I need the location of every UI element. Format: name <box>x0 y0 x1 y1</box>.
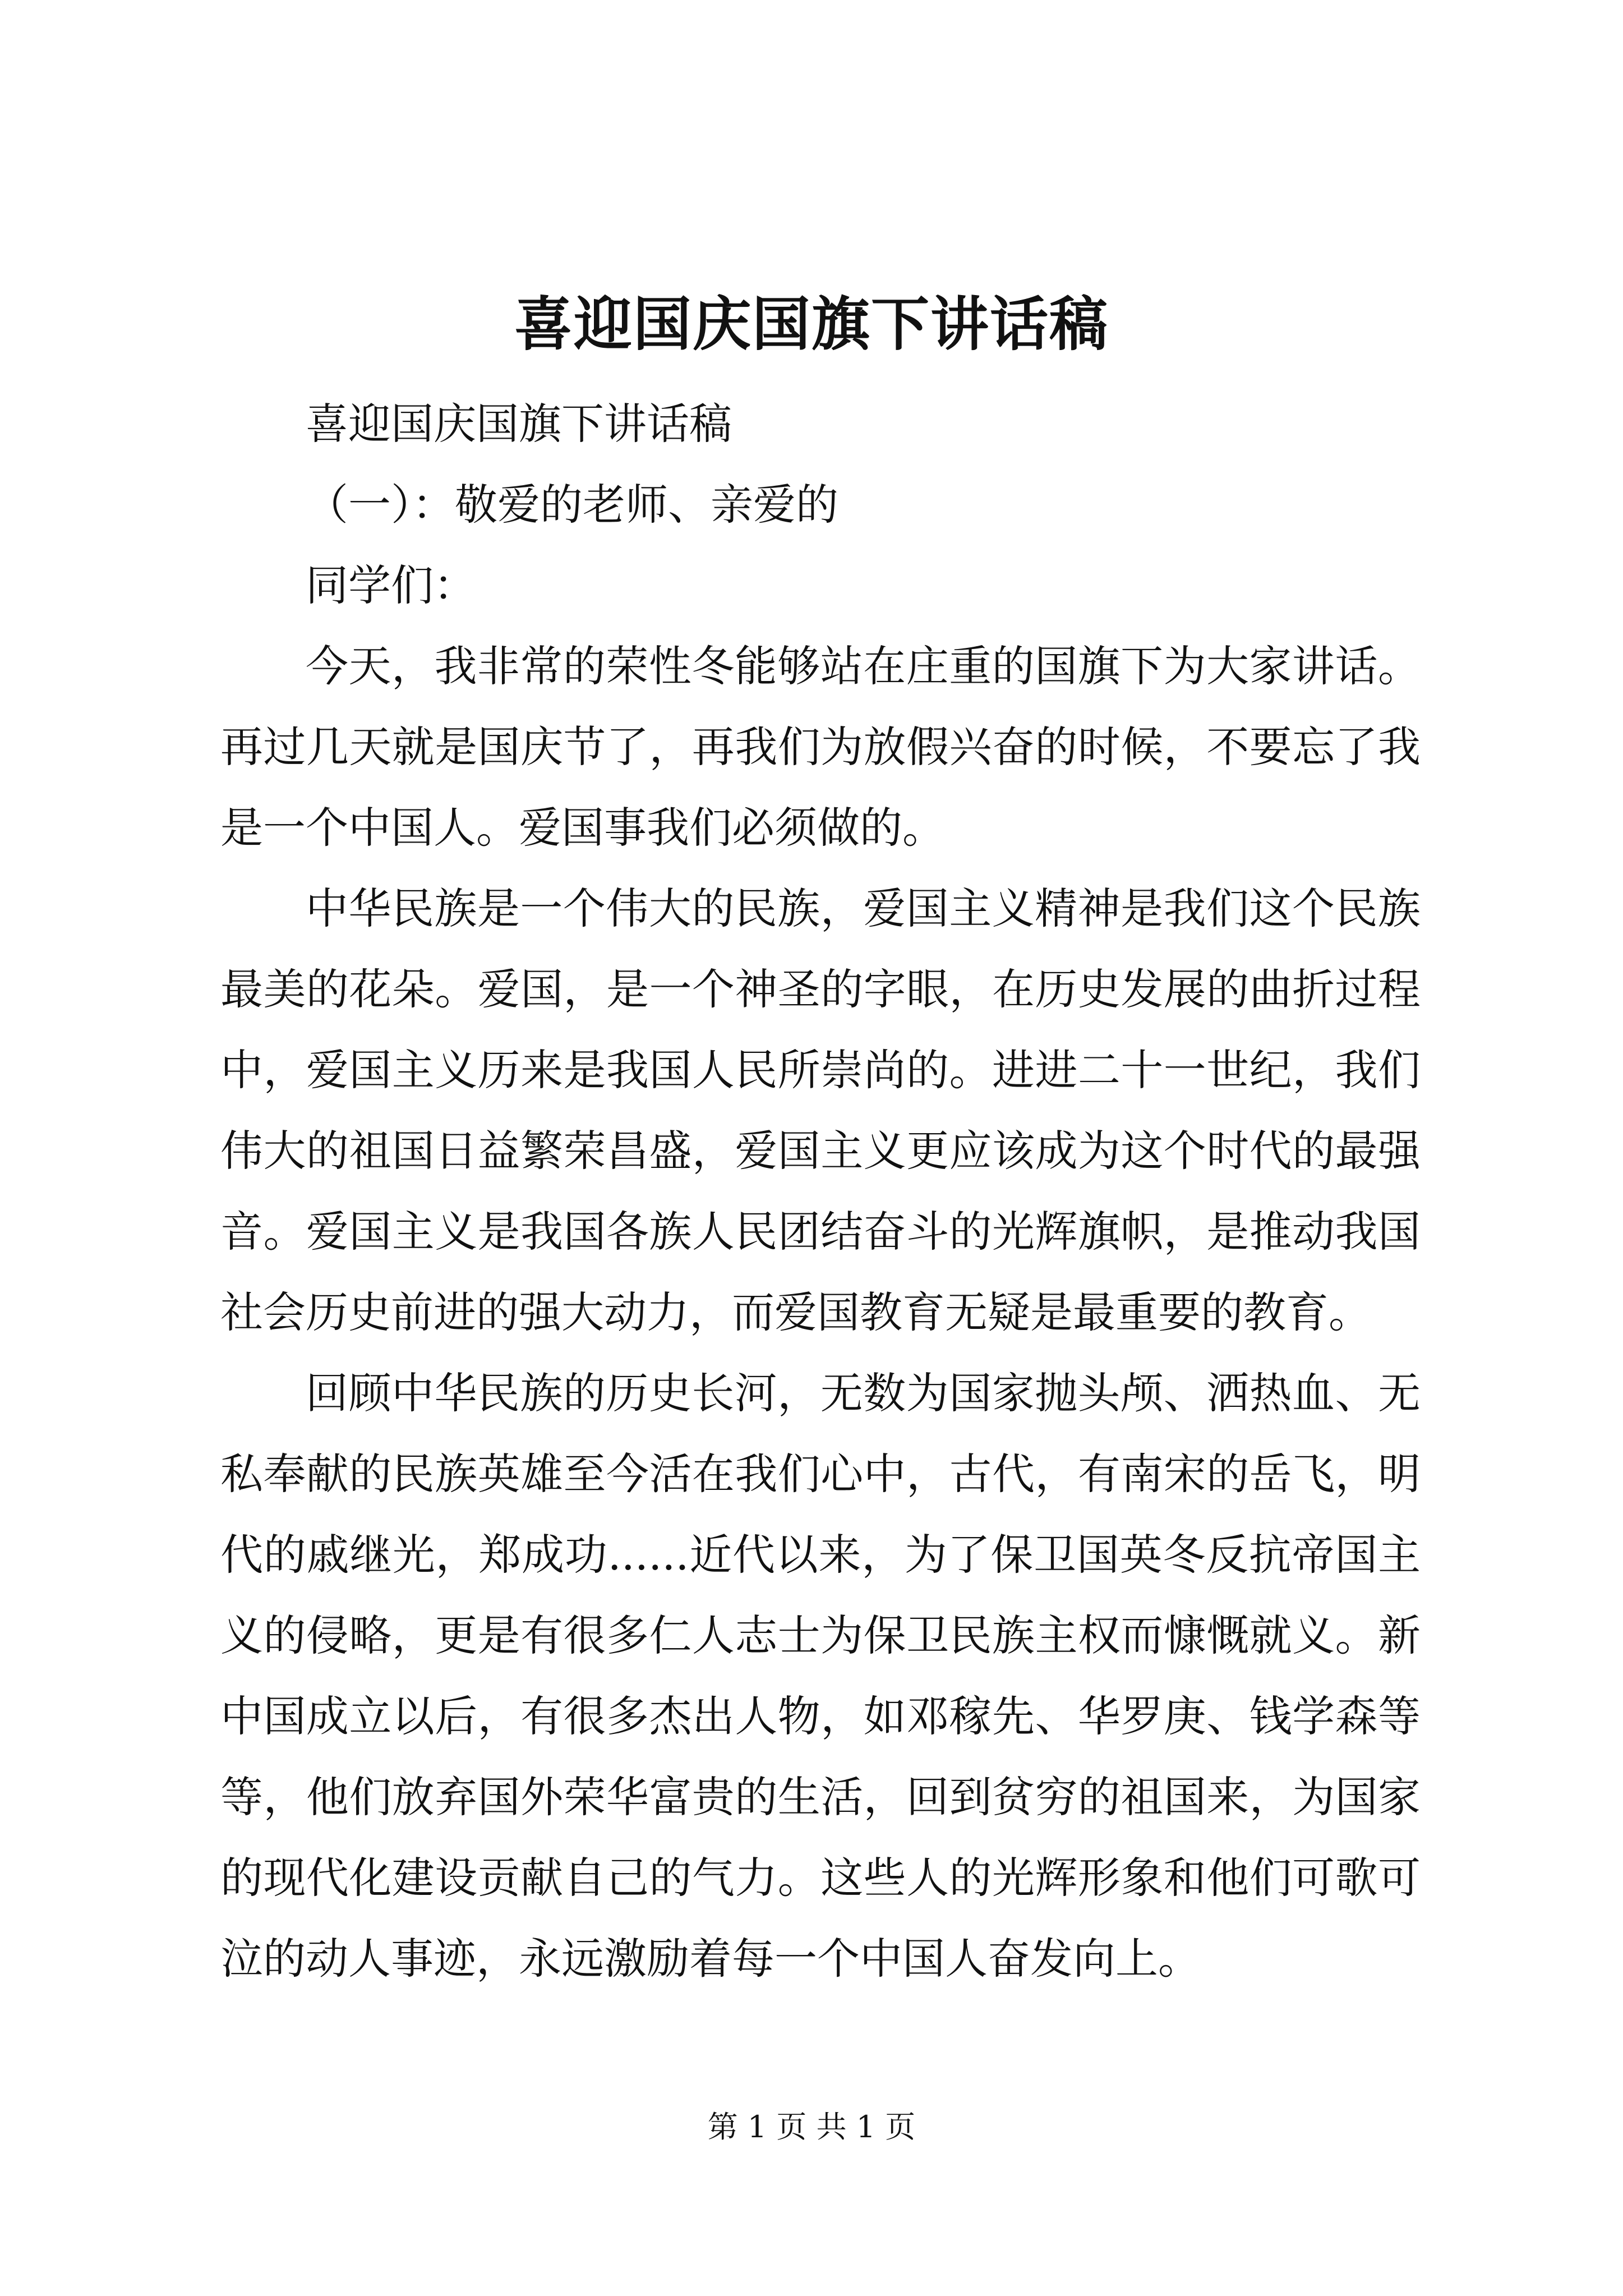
page-number-footer: 第 1 页 共 1 页 <box>707 2109 916 2145</box>
body-paragraph: 中华民族是一个伟大的民族，爱国主义精神是我们这个民族最美的花朵。爱国，是一个神圣的字眼，在历史发展的曲折过程中，爱国主义历来是我国人民所崇尚的。进进二十一世纪，我们伟大的祖国日益繁荣昌盛，爱国主义更应该成为这个时代的最强音。爱国主义是我国各族人民团结奋斗的光辉旗帜，是推动我国社会历史前进的强大动力，而爱国教育无疑是最重要的教育。 <box>220 884 1421 1337</box>
body-paragraph: 今天，我非常的荣性冬能够站在庄重的国旗下为大家讲话。再过几天就是国庆节了，再我们为放假兴奋的时候，不要忘了我是一个中国人。爱国事我们必须做的。 <box>220 641 1421 853</box>
document-title: 喜迎国庆国旗下讲话稿 <box>514 289 1109 358</box>
section-heading-paragraph: （一）：敬爱的老师、亲爱的 <box>306 480 838 530</box>
subtitle-paragraph: 喜迎国庆国旗下讲话稿 <box>306 399 732 449</box>
body-paragraph: 回顾中华民族的历史长河，无数为国家抛头颅、洒热血、无私奉献的民族英雄至今活在我们心中，古代，有南宋的岳飞，明代的戚继光，郑成功......近代以来，为了保卫国英冬反抗帝国主义的侵略，更是有很多仁人志士为保卫民族主权而慷慨就义。新中国成立以后，有很多杰出人物，如邓稼先、华罗庚、钱学森等等，他们放弃国外荣华富贵的生活，回到贫穷的祖国来，为国家的现代化建设贡献自己的气力。这些人的光辉形象和他们可歌可泣的动人事迹，永远激励着每一个中国人奋发向上。 <box>220 1368 1421 1984</box>
greeting-paragraph: 同学们： <box>306 560 476 610</box>
document-body <box>220 384 1421 1999</box>
